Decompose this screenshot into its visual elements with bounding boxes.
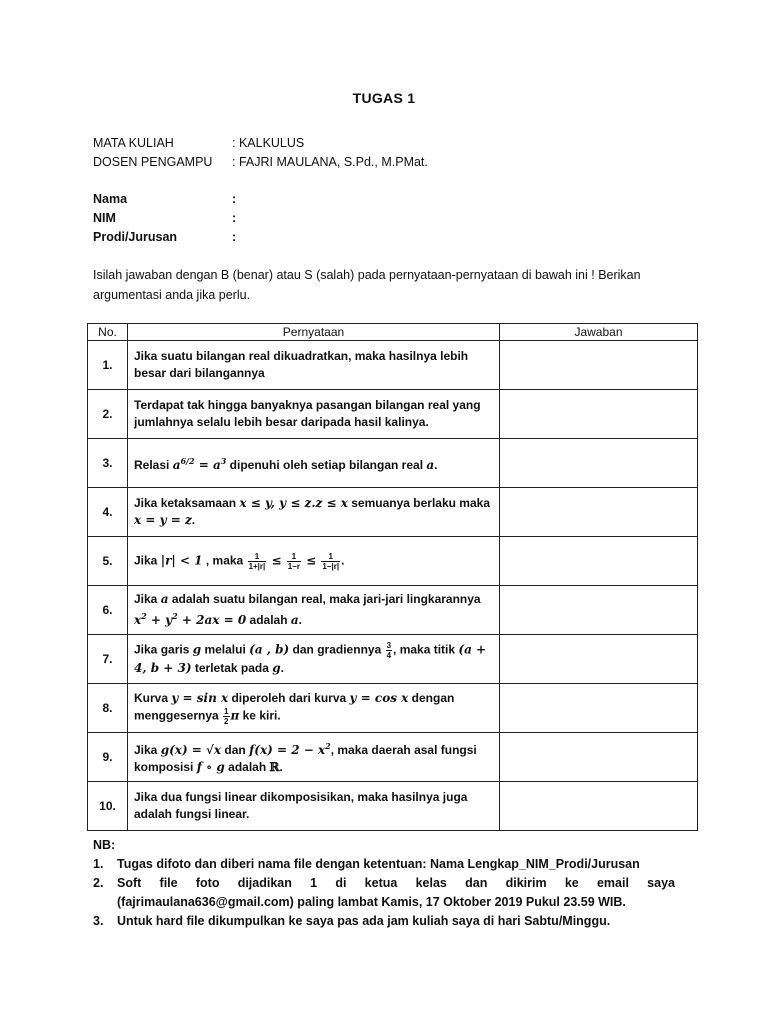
fraction: $\frac{1}{1+|r|}$ (248, 551, 266, 571)
prodi-colon: : (232, 230, 237, 244)
lecturer-label: DOSEN PENGAMPU (93, 155, 213, 169)
instruction-text: Isilah jawaban dengan B (benar) atau S (salah) pada pernyataan-pernyataan di bawah ini ! Berikan argumentasi anda jika perlu. (93, 268, 641, 302)
prodi-label: Prodi/Jurusan (93, 230, 178, 244)
answer-cell[interactable] (500, 635, 698, 684)
row-statement: Jika |r| < 1 , maka $\frac{1}{1+|r|}$ ≤ $\frac{1}{1-r}$ ≤ $\frac{1}{1-|r|}$ . (128, 537, 500, 586)
row-number: 8. (88, 684, 128, 733)
table-row (88, 733, 698, 782)
answer-cell[interactable] (500, 488, 698, 537)
table-header-row (88, 324, 698, 341)
row-number: 10. (88, 782, 128, 831)
row-statement: Jika dua fungsi linear dikomposisikan, maka hasilnya juga adalah fungsi linear. (128, 782, 500, 831)
course-line (93, 136, 304, 150)
row-statement: Jika a adalah suatu bilangan real, maka jari-jari lingkarannya $x^2 + y^2 + 2ax = 0$ adalah a. (128, 586, 500, 635)
math-expression: (a + 4, b + 3) (134, 642, 487, 675)
answer-cell[interactable] (500, 390, 698, 439)
row-number: 7. (88, 635, 128, 684)
lecturer-line (93, 155, 428, 169)
row-number: 1. (88, 341, 128, 390)
header-no: No. (88, 324, 128, 341)
answer-cell[interactable] (500, 537, 698, 586)
statement-table (87, 323, 698, 831)
math-expression: $x^2 + y^2 + 2ax = 0$ (134, 611, 247, 627)
page-title: TUGAS 1 (352, 90, 416, 106)
row-number: 4. (88, 488, 128, 537)
course-label: MATA KULIAH (93, 136, 174, 150)
notes-list (93, 855, 675, 931)
table-row (88, 439, 698, 488)
course-value: : KALKULUS (232, 136, 305, 150)
math-expression: y = cos x (349, 691, 409, 705)
nim-colon: : (232, 211, 237, 225)
nim-label: NIM (93, 211, 116, 225)
row-statement: Kurva y = sin x diperoleh dari kurva y = cos x dengan menggesernya $\frac{1}{2}$ π ke kiri. (128, 684, 500, 733)
row-statement: Relasi $a^{6/2} = a^3$ dipenuhi oleh setiap bilangan real a. (128, 439, 500, 488)
table-row (88, 635, 698, 684)
math-expression: g(x) = √x (160, 743, 222, 757)
table-row (88, 684, 698, 733)
row-statement: Jika suatu bilangan real dikuadratkan, maka hasilnya lebih besar dari bilangannya (128, 341, 500, 390)
nim-line (93, 211, 236, 225)
list-item: 2. Soft file foto dijadikan 1 di ketua kelas dan dikirim ke email saya (fajrimaulana636@gmail.com) paling lambat Kamis, 17 Oktober 2019 Pukul 23.59 WIB. (93, 876, 675, 909)
row-number: 6. (88, 586, 128, 635)
nb-label: NB: (93, 838, 116, 852)
row-statement: Jika g(x) = √x dan $f(x) = 2 - x^2$, maka daerah asal fungsi komposisi f ∘ g adalah ℝ. (128, 733, 500, 782)
answer-cell[interactable] (500, 733, 698, 782)
name-label: Nama (93, 192, 128, 206)
prodi-line (93, 230, 236, 244)
list-item: 3. Untuk hard file dikumpulkan ke saya pas ada jam kuliah saya di hari Sabtu/Minggu. (93, 914, 611, 928)
row-statement: Jika garis g melalui (a , b) dan gradiennya $\frac{3}{4}$ , maka titik (a + 4, b + 3) terletak pada g. (128, 635, 500, 684)
math-expression: x ≤ y, y ≤ z.z ≤ x (239, 496, 348, 510)
math-expression: y = sin x (171, 691, 229, 705)
table-row (88, 341, 698, 390)
math-expression: |r| < 1 (160, 553, 203, 568)
row-number: 2. (88, 390, 128, 439)
math-expression: (a , b) (249, 642, 290, 657)
math-expression: $f(x) = 2 - x^2$ (249, 741, 331, 757)
answer-cell[interactable] (500, 684, 698, 733)
header-answer: Jawaban (500, 324, 698, 341)
math-expression: f ∘ g (196, 760, 225, 774)
table-row (88, 488, 698, 537)
table-row (88, 537, 698, 586)
answer-cell[interactable] (500, 782, 698, 831)
lecturer-value: : FAJRI MAULANA, S.Pd., M.PMat. (232, 155, 428, 169)
header-statement: Pernyataan (128, 324, 500, 341)
list-item: 1. Tugas difoto dan diberi nama file dengan ketentuan: Nama Lengkap_NIM_Prodi/Jurusan (93, 857, 640, 871)
table-row (88, 390, 698, 439)
row-statement: Jika ketaksamaan x ≤ y, y ≤ z.z ≤ x semuanya berlaku maka x = y = z. (128, 488, 500, 537)
table-row (88, 586, 698, 635)
row-statement: Terdapat tak hingga banyaknya pasangan bilangan real yang jumlahnya selalu lebih besar daripada hasil kalinya. (128, 390, 500, 439)
name-colon: : (232, 192, 237, 206)
answer-cell[interactable] (500, 341, 698, 390)
fraction: $\frac{1}{1-|r|}$ (322, 551, 340, 571)
fraction: $\frac{3}{4}$ (386, 641, 392, 660)
math-expression: $a^{6/2} = a^3$ (172, 455, 227, 472)
row-number: 5. (88, 537, 128, 586)
name-line (93, 192, 236, 206)
answer-cell[interactable] (500, 586, 698, 635)
table-row (88, 782, 698, 831)
fraction: $\frac{1}{1-r}$ (287, 551, 300, 571)
answer-cell[interactable] (500, 439, 698, 488)
fraction: $\frac{1}{2}$ (224, 707, 229, 726)
row-number: 3. (88, 439, 128, 488)
row-number: 9. (88, 733, 128, 782)
